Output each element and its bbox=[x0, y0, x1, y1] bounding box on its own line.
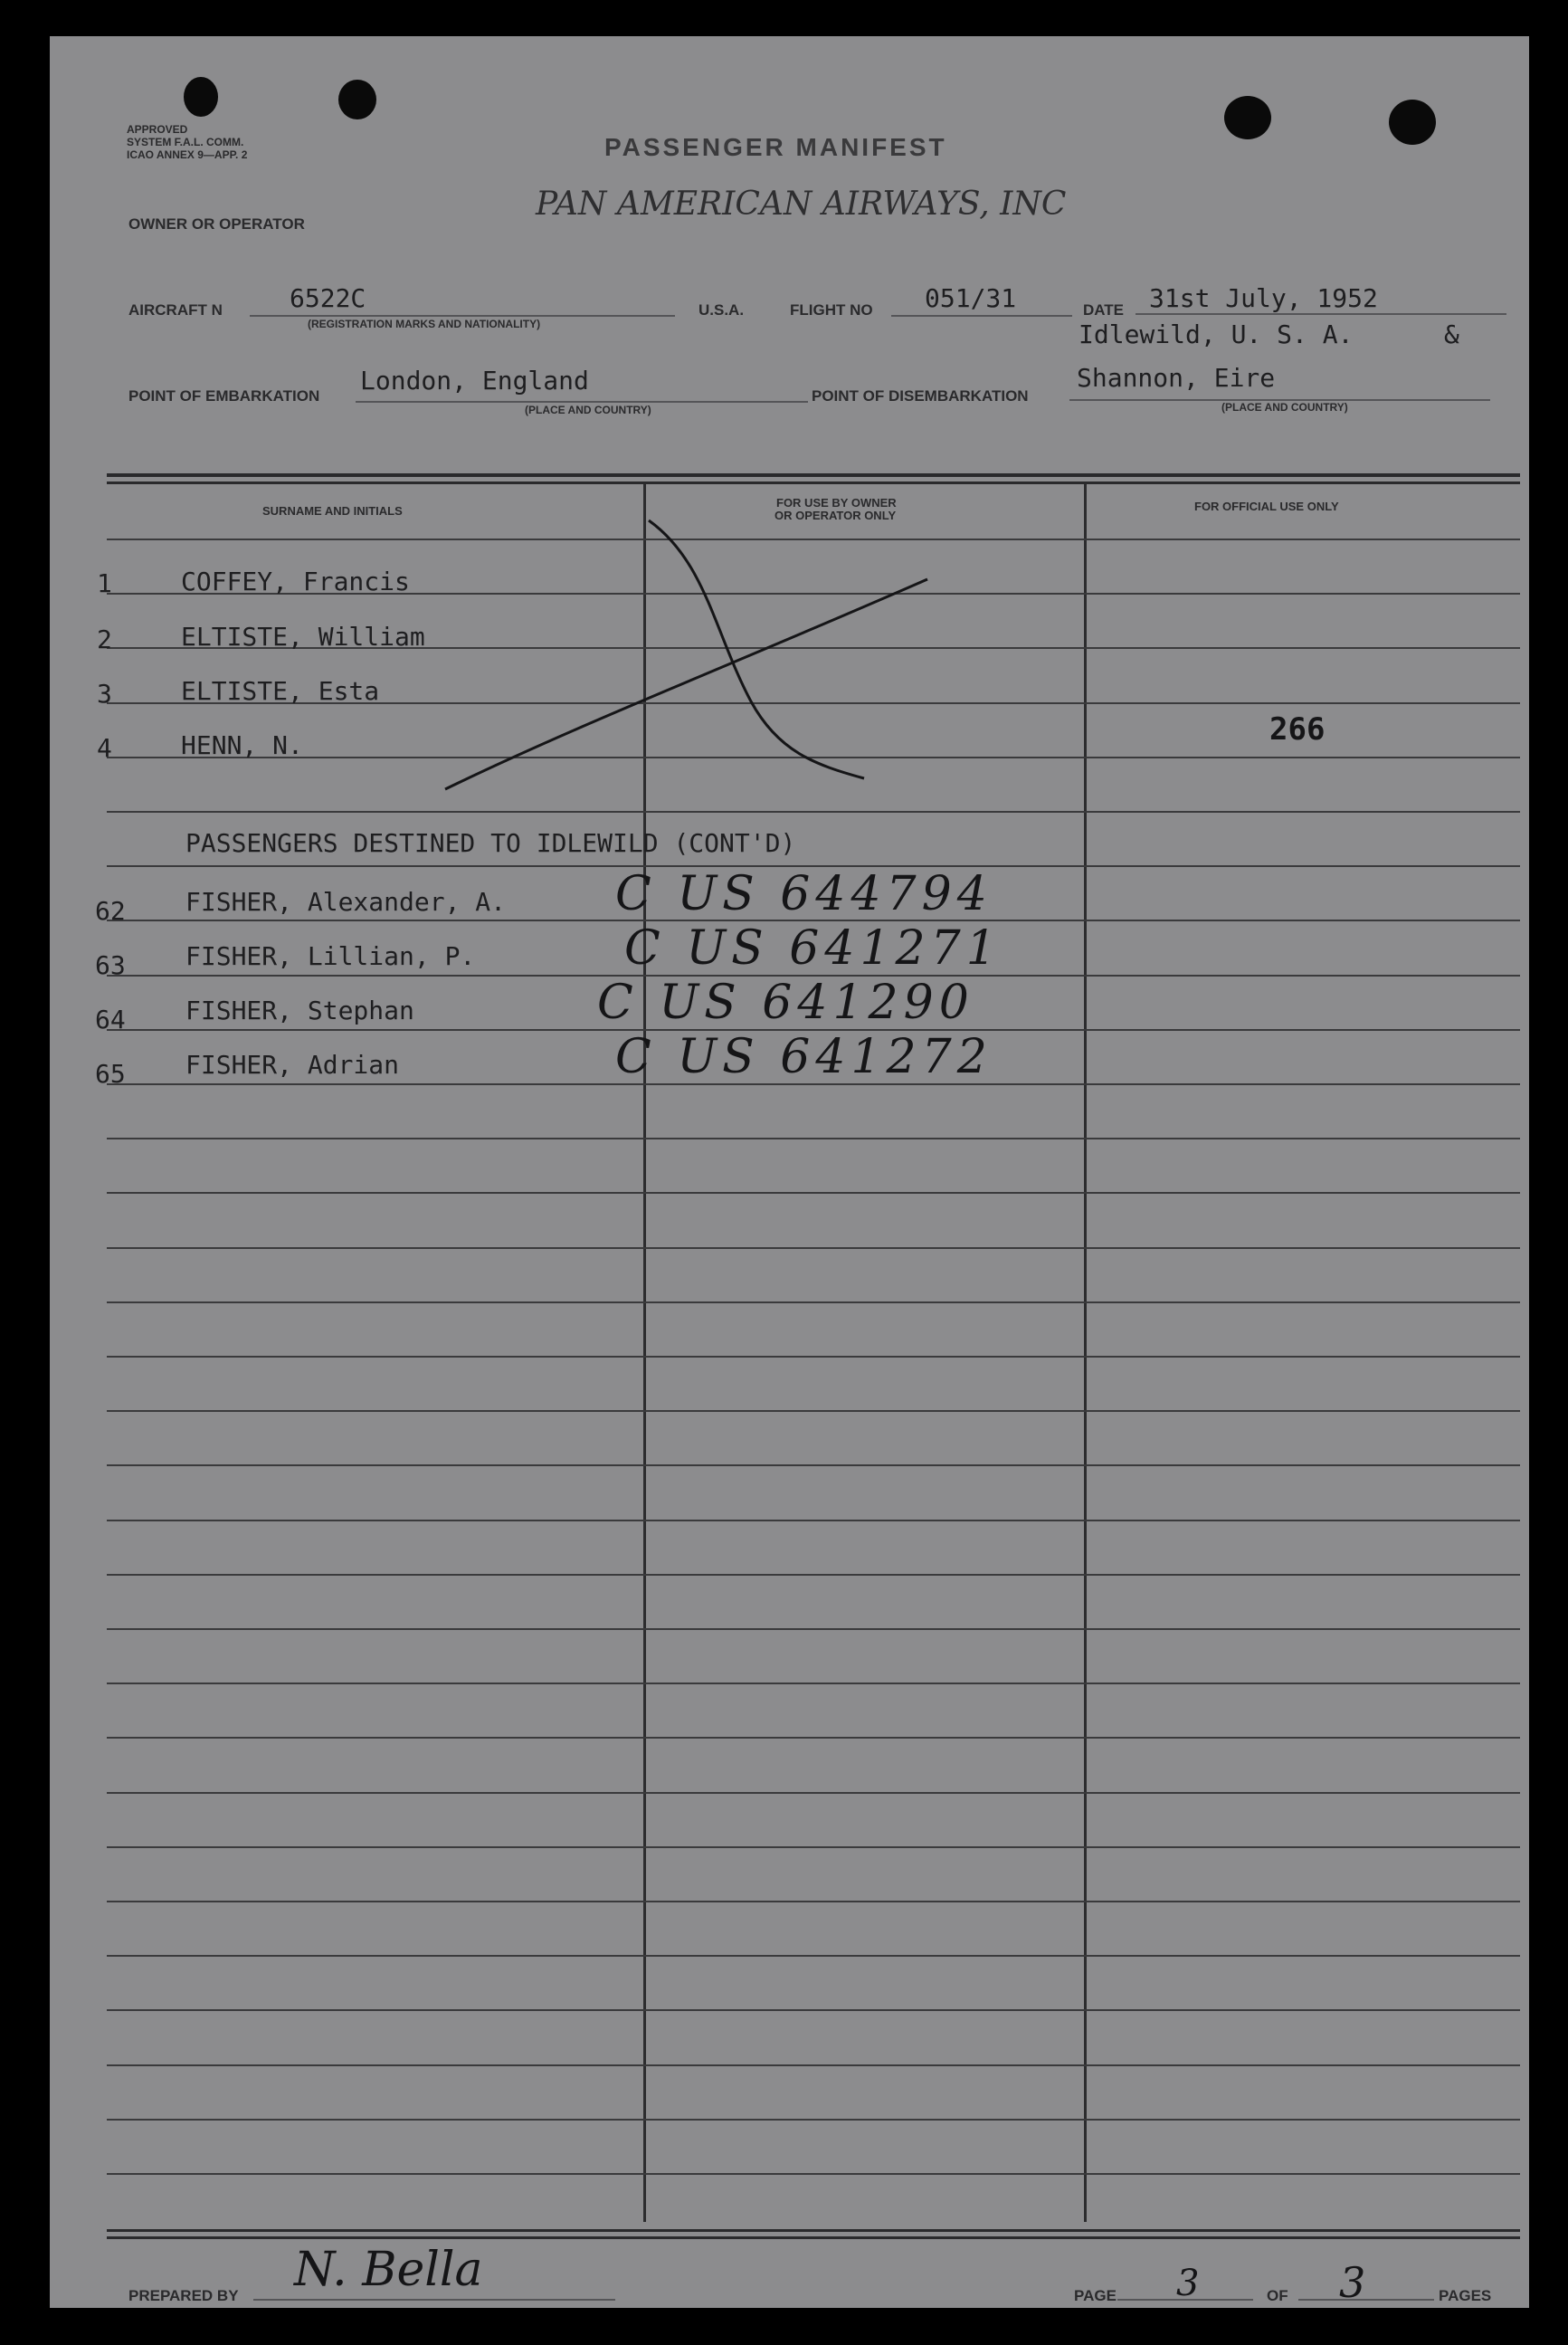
column-header-surname: SURNAME AND INITIALS bbox=[262, 504, 403, 518]
row-number: 3 bbox=[97, 679, 112, 709]
row-number: 65 bbox=[95, 1059, 126, 1089]
prepared-by-label: PREPARED BY bbox=[128, 2287, 239, 2304]
disembarkation-caption: (PLACE AND COUNTRY) bbox=[1221, 401, 1348, 414]
date-value: 31st July, 1952 bbox=[1149, 283, 1378, 313]
approval-line: SYSTEM F.A.L. COMM. bbox=[127, 136, 244, 148]
destination-note: Idlewild, U. S. A. bbox=[1079, 319, 1354, 349]
approval-line: ICAO ANNEX 9—APP. 2 bbox=[127, 148, 248, 161]
passenger-name: FISHER, Adrian bbox=[185, 1050, 400, 1080]
owner-label: OWNER OR OPERATOR bbox=[128, 215, 305, 233]
owner-note: C US 641272 bbox=[615, 1030, 993, 1084]
registration-caption: (REGISTRATION MARKS AND NATIONALITY) bbox=[308, 318, 541, 330]
form-title: PASSENGER MANIFEST bbox=[604, 133, 947, 161]
aircraft-label: AIRCRAFT N bbox=[128, 301, 223, 319]
official-note: 266 bbox=[1269, 711, 1326, 748]
approval-line: APPROVED bbox=[127, 123, 188, 136]
page-label: PAGE bbox=[1074, 2287, 1117, 2304]
column-header-owner-use: FOR USE BY OWNER bbox=[776, 496, 897, 510]
passenger-name: FISHER, Lillian, P. bbox=[185, 941, 476, 971]
date-label: DATE bbox=[1083, 301, 1125, 319]
row-number: 63 bbox=[95, 950, 126, 980]
embarkation-value: London, England bbox=[360, 366, 589, 396]
column-header-official-use: FOR OFFICIAL USE ONLY bbox=[1194, 500, 1339, 513]
row-number: 4 bbox=[97, 733, 112, 763]
row-number: 1 bbox=[97, 568, 112, 598]
aircraft-value: 6522C bbox=[290, 283, 366, 313]
usa-label: U.S.A. bbox=[698, 301, 745, 319]
row-number: 62 bbox=[95, 896, 126, 926]
embarkation-label: POINT OF EMBARKATION bbox=[128, 387, 320, 405]
passenger-name: COFFEY, Francis bbox=[181, 567, 410, 596]
passenger-name: ELTISTE, William bbox=[181, 622, 425, 652]
page-value: 3 bbox=[1176, 2263, 1200, 2304]
flight-label: FLIGHT NO bbox=[790, 301, 873, 319]
of-label: OF bbox=[1267, 2287, 1288, 2304]
owner-note: C US 641271 bbox=[624, 921, 1002, 976]
owner-note: C US 644794 bbox=[615, 867, 993, 921]
passenger-name: FISHER, Stephan bbox=[185, 996, 414, 1025]
column-header-owner-use: OR OPERATOR ONLY bbox=[774, 509, 897, 522]
passenger-name: HENN, N. bbox=[181, 730, 303, 760]
owner-note: C US 641290 bbox=[597, 976, 974, 1030]
of-value: 3 bbox=[1339, 2258, 1366, 2307]
section-heading: PASSENGERS DESTINED TO IDLEWILD (CONT'D) bbox=[185, 828, 796, 858]
embarkation-caption: (PLACE AND COUNTRY) bbox=[525, 404, 651, 416]
disembarkation-value: Shannon, Eire bbox=[1077, 363, 1276, 393]
row-number: 64 bbox=[95, 1005, 126, 1034]
passenger-name: ELTISTE, Esta bbox=[181, 676, 380, 706]
disembarkation-label: POINT OF DISEMBARKATION bbox=[812, 387, 1029, 405]
passenger-name: FISHER, Alexander, A. bbox=[185, 887, 507, 917]
ampersand: & bbox=[1444, 319, 1459, 349]
flight-number: 051/31 bbox=[925, 283, 1017, 313]
preparer-signature: N. Bella bbox=[294, 2243, 483, 2297]
company-name: PAN AMERICAN AIRWAYS, INC bbox=[536, 186, 1067, 223]
pages-label: PAGES bbox=[1439, 2287, 1492, 2304]
row-number: 2 bbox=[97, 624, 112, 654]
